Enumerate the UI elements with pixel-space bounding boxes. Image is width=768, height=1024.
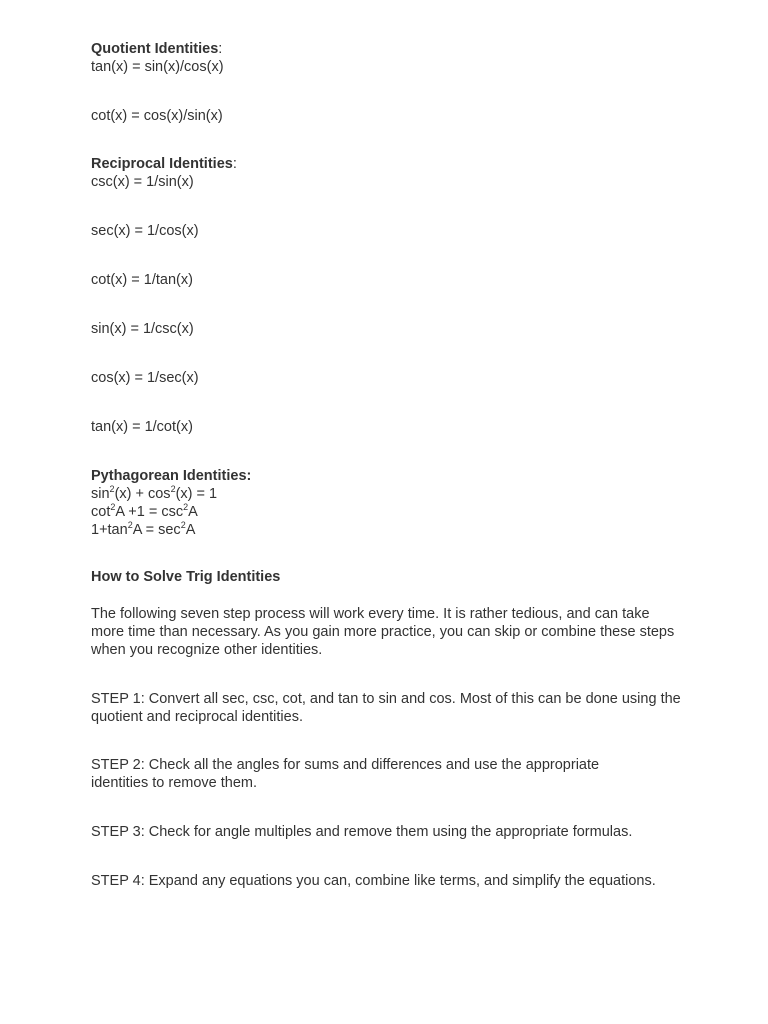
- step-2: STEP 2: Check all the angles for sums and differences and use the appropriate identities to remove them.: [91, 757, 600, 791]
- quotient-heading-colon: :: [218, 41, 223, 57]
- eq-part: (x) + cos: [114, 486, 171, 502]
- eq-part: sin: [91, 486, 110, 502]
- quotient-heading: Quotient Identities: [91, 41, 219, 57]
- step-3: STEP 3: Check for angle multiples and remove them using the appropriate formulas.: [91, 824, 633, 840]
- eq-part: 1+tan: [91, 522, 128, 538]
- reciprocal-item-block: [91, 271, 691, 289]
- howto-heading-block: [91, 568, 691, 586]
- reciprocal-identities-section: [91, 155, 691, 191]
- eq-part: A: [185, 522, 196, 538]
- eq-part: A +1 = csc: [115, 504, 184, 520]
- exponent: 2: [180, 520, 186, 530]
- quotient-cot: cot(x) = cos(x)/sin(x): [91, 108, 223, 124]
- quotient-tan: tan(x) = sin(x)/cos(x): [91, 59, 224, 75]
- quotient-heading-line: [91, 40, 691, 58]
- exponent: 2: [183, 502, 189, 512]
- exponent: 2: [109, 484, 115, 494]
- reciprocal-item-block: [91, 418, 691, 436]
- pythagorean-eq-1: [91, 485, 691, 503]
- reciprocal-item-block: [91, 369, 691, 387]
- reciprocal-item-block: [91, 320, 691, 338]
- howto-heading: How to Solve Trig Identities: [91, 569, 281, 585]
- eq-part: (x) = 1: [175, 486, 218, 502]
- pythagorean-heading: Pythagorean Identities:: [91, 468, 252, 484]
- reciprocal-heading: Reciprocal Identities: [91, 156, 233, 172]
- reciprocal-item: cos(x) = 1/sec(x): [91, 370, 199, 386]
- step-4: STEP 4: Expand any equations you can, combine like terms, and simplify the equations.: [91, 873, 656, 889]
- howto-intro: The following seven step process will work every time. It is rather tedious, and can take more time than necessary. As you gain more practice, you can skip or combine these steps when you recognize other identities.: [91, 606, 675, 658]
- reciprocal-item-block: [91, 222, 691, 240]
- pythagorean-identities-section: [91, 467, 691, 539]
- reciprocal-item: tan(x) = 1/cot(x): [91, 419, 193, 435]
- reciprocal-item: sin(x) = 1/csc(x): [91, 321, 194, 337]
- reciprocal-item: cot(x) = 1/tan(x): [91, 272, 193, 288]
- quotient-cot-block: [91, 107, 691, 125]
- eq-part: cot: [91, 504, 111, 520]
- reciprocal-heading-line: [91, 155, 691, 173]
- eq-part: A: [188, 504, 198, 520]
- exponent: 2: [110, 502, 116, 512]
- reciprocal-heading-colon: :: [232, 156, 237, 172]
- quotient-identities-section: [91, 40, 691, 76]
- pythagorean-eq-2: [91, 503, 691, 521]
- reciprocal-item: csc(x) = 1/sin(x): [91, 174, 194, 190]
- eq-part: A = sec: [132, 522, 181, 538]
- exponent: 2: [127, 520, 133, 530]
- exponent: 2: [170, 484, 176, 494]
- reciprocal-item: sec(x) = 1/cos(x): [91, 223, 199, 239]
- pythagorean-eq-3: [91, 521, 691, 539]
- step-1: STEP 1: Convert all sec, csc, cot, and tan to sin and cos. Most of this can be done using the quotient and reciprocal identities.: [91, 691, 681, 725]
